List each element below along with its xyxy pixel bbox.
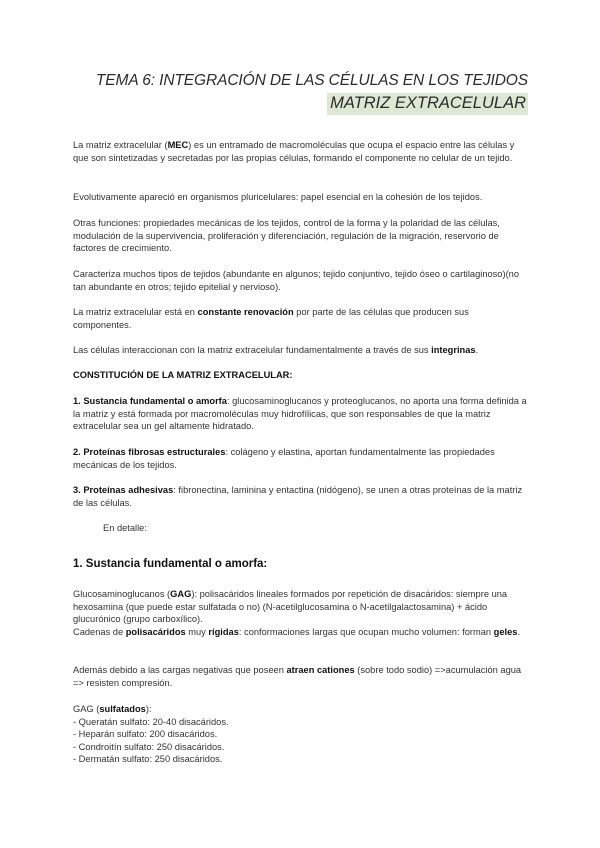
paragraph-mec: La matriz extracelular (MEC) es un entramado de macromoléculas que ocupa el espacio entre las células y que son sintetizadas y secretadas por las propias células, formando el componente no celular de un tejido. [73, 140, 515, 163]
paragraph-evolution: Evolutivamente apareció en organismos pluricelulares: papel esencial en la cohesión de los tejidos. [73, 192, 483, 202]
paragraph-charges: Además debido a las cargas negativas que poseen atraen cationes (sobre todo sodio) =>acumulación agua => resisten compresión. [73, 665, 522, 688]
paragraph-functions: Otras funciones: propiedades mecánicas de los tejidos, control de la forma y la polaridad de las células, modulación de la supervivencia, proliferación y diferenciación, regulación de la migración, reservorio de factores de crecimiento. [73, 218, 500, 254]
constitution-item-3: 3. Proteínas adhesivas: fibronectina, laminina y entactina (nidógeno), se unen a otras proteínas de la matriz de las células. [73, 485, 523, 508]
paragraph-gag: Glucosaminoglucanos (GAG): polisacáridos lineales formados por repetición de disacáridos: siempre una hexosamina (que puede estar sulfatada o no) (N-acetilglucosamina o N-acetilgalactosamina) + ácido glucurónico (grupo carboxílico). [73, 589, 508, 625]
paragraph-tissues: Caracteriza muchos tipos de tejidos (abundante en algunos; tejido conjuntivo, tejido óseo o cartilaginoso)(no tan abundante en otros; tejido epitelial y nervioso). [73, 269, 520, 292]
constitution-heading: CONSTITUCIÓN DE LA MATRIZ EXTRACELULAR: [73, 370, 293, 380]
paragraph-renewal: La matriz extracelular está en constante renovación por parte de las células que producen sus componentes. [73, 307, 469, 330]
header [96, 72, 528, 115]
list-item: - Heparán sulfato: 200 disacáridos. [73, 729, 218, 740]
sulfated-gag-list [73, 703, 528, 766]
list-item: - Condroitín sulfato: 250 disacáridos. [73, 741, 225, 752]
list-item: - Queratán sulfato: 20-40 disacáridos. [73, 716, 229, 727]
list-item: - Dermatán sulfato: 250 disacáridos. [73, 754, 223, 765]
section-heading: 1. Sustancia fundamental o amorfa: [73, 558, 268, 570]
detail-label: En detalle: [103, 523, 147, 533]
page-title: TEMA 6: INTEGRACIÓN DE LAS CÉLULAS EN LOS TEJIDOS [95, 72, 528, 89]
page-subtitle: MATRIZ EXTRACELULAR [327, 93, 528, 115]
paragraph-chains: Cadenas de polisacáridos muy rígidas: conformaciones largas que ocupan mucho volumen: forman geles. [73, 627, 521, 637]
constitution-item-1: 1. Sustancia fundamental o amorfa: glucosaminoglucanos y proteoglucanos, no aporta una forma definida a la matriz y está formada por macromoléculas muy hidrofílicas, que son responsables de que la matriz extracelular sea un gel altamente hidratado. [73, 396, 527, 432]
sulfated-gag-heading: GAG (sulfatados): [73, 704, 152, 714]
constitution-item-2: 2. Proteínas fibrosas estructurales: colágeno y elastina, aportan fundamentalmente las propiedades mecánicas de los tejidos. [73, 447, 495, 470]
paragraph-integrins: Las células interaccionan con la matriz extracelular fundamentalmente a través de sus integrinas. [73, 345, 479, 355]
